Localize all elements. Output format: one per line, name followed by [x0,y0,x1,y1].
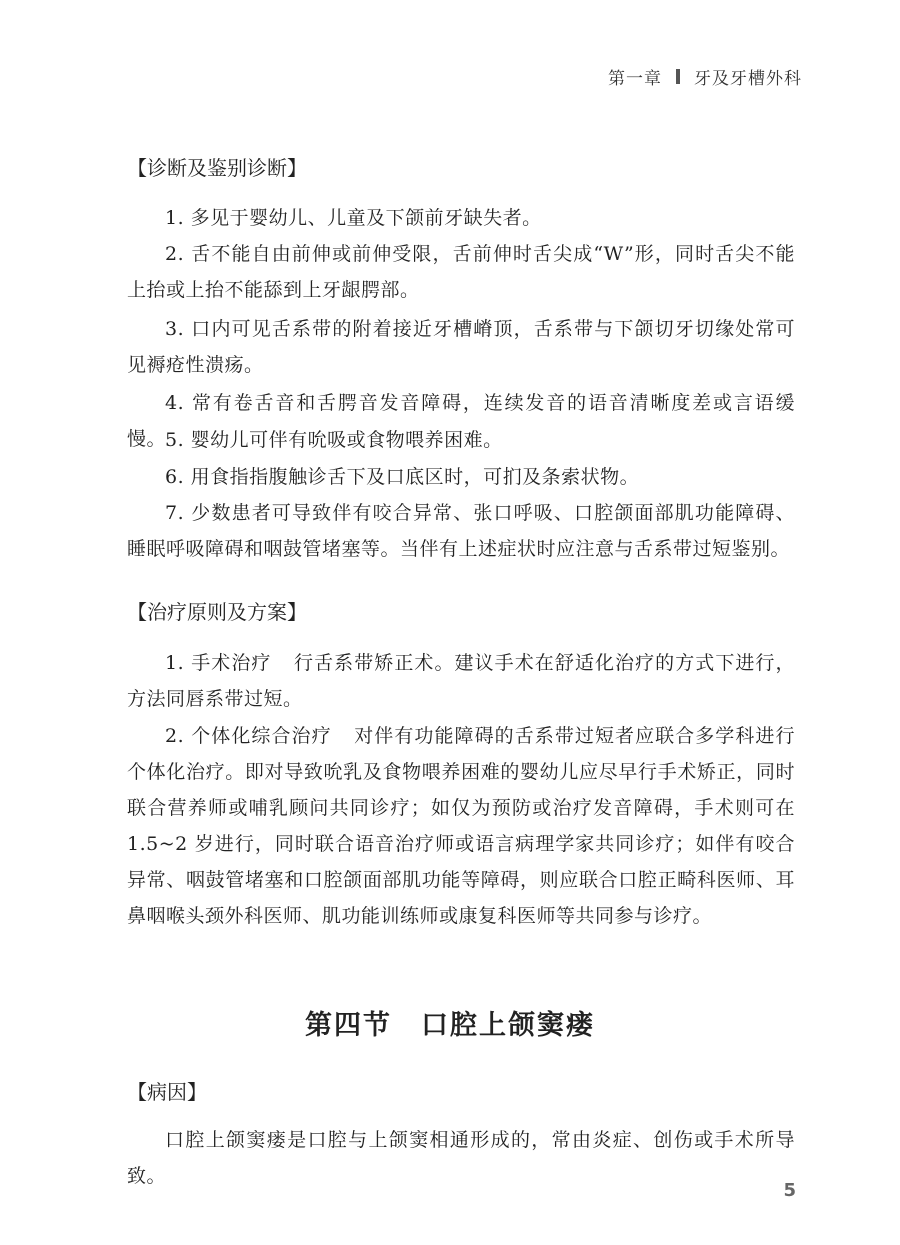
etiology-text: 口腔上颌窦瘘是口腔与上颌窦相通形成的，常由炎症、创伤或手术所导致。 [127,1129,795,1187]
treatment-heading: 【治疗原则及方案】 [127,600,307,624]
diagnosis-heading: 【诊断及鉴别诊断】 [127,156,307,180]
diagnosis-item-6: 6. 用食指指腹触诊舌下及口底区时，可扪及条索状物。 [165,466,640,488]
diagnosis-item-3: 3. 口内可见舌系带的附着接近牙槽嵴顶，舌系带与下颌切牙切缘处常可见褥疮性溃疡。 [127,318,795,376]
diagnosis-item-5: 5. 婴幼儿可伴有吮吸或食物喂养困难。 [165,429,503,451]
etiology-heading: 【病因】 [127,1080,207,1104]
diagnosis-item-7: 7. 少数患者可导致伴有咬合异常、张口呼吸、口腔颌面部肌功能障碍、睡眠呼吸障碍和咽鼓管堵塞等。当伴有上述症状时应注意与舌系带过短鉴别。 [127,502,795,560]
treatment-item-1-text: 行舌系带矫正术。建议手术在舒适化治疗的方式下进行，方法同唇系带过短。 [127,652,795,710]
page-number: 5 [783,1180,796,1201]
treatment-item-2-label: 2. 个体化综合治疗 [165,725,332,747]
chapter-title: 牙及牙槽外科 [694,69,802,89]
running-header [608,64,802,89]
diagnosis-item-2: 2. 舌不能自由前伸或前伸受限，舌前伸时舌尖成“W”形，同时舌尖不能上抬或上抬不能舔到上牙龈腭部。 [127,243,795,301]
treatment-item-1-label: 1. 手术治疗 [165,652,272,674]
header-separator [676,69,680,84]
treatment-item-1 [127,645,795,717]
diagnosis-item-1: 1. 多见于婴幼儿、儿童及下颌前牙缺失者。 [165,207,542,229]
treatment-item-2 [127,718,795,934]
treatment-item-2-text: 对伴有功能障碍的舌系带过短者应联合多学科进行个体化治疗。即对导致吮乳及食物喂养困难的婴幼儿应尽早行手术矫正，同时联合营养师或哺乳顾问共同诊疗；如仅为预防或治疗发音障碍，手术则可在 1.5~2 岁进行，同时联合语音治疗师或语言病理学家共同诊疗；如伴有咬合异常、咽鼓管堵塞和口腔颌面部肌功能等障碍，则应联合口腔正畸科医师、耳鼻咽喉头颈外科医师、肌功能训练师或康复科医师等共同参与诊疗。 [127,725,795,927]
chapter-number: 第一章 [608,69,662,89]
section-title: 第四节 口腔上颌窦瘘 [305,1010,595,1041]
diagnosis-item-4: 4. 常有卷舌音和舌腭音发音障碍，连续发音的语音清晰度差或言语缓慢。 [127,392,795,450]
